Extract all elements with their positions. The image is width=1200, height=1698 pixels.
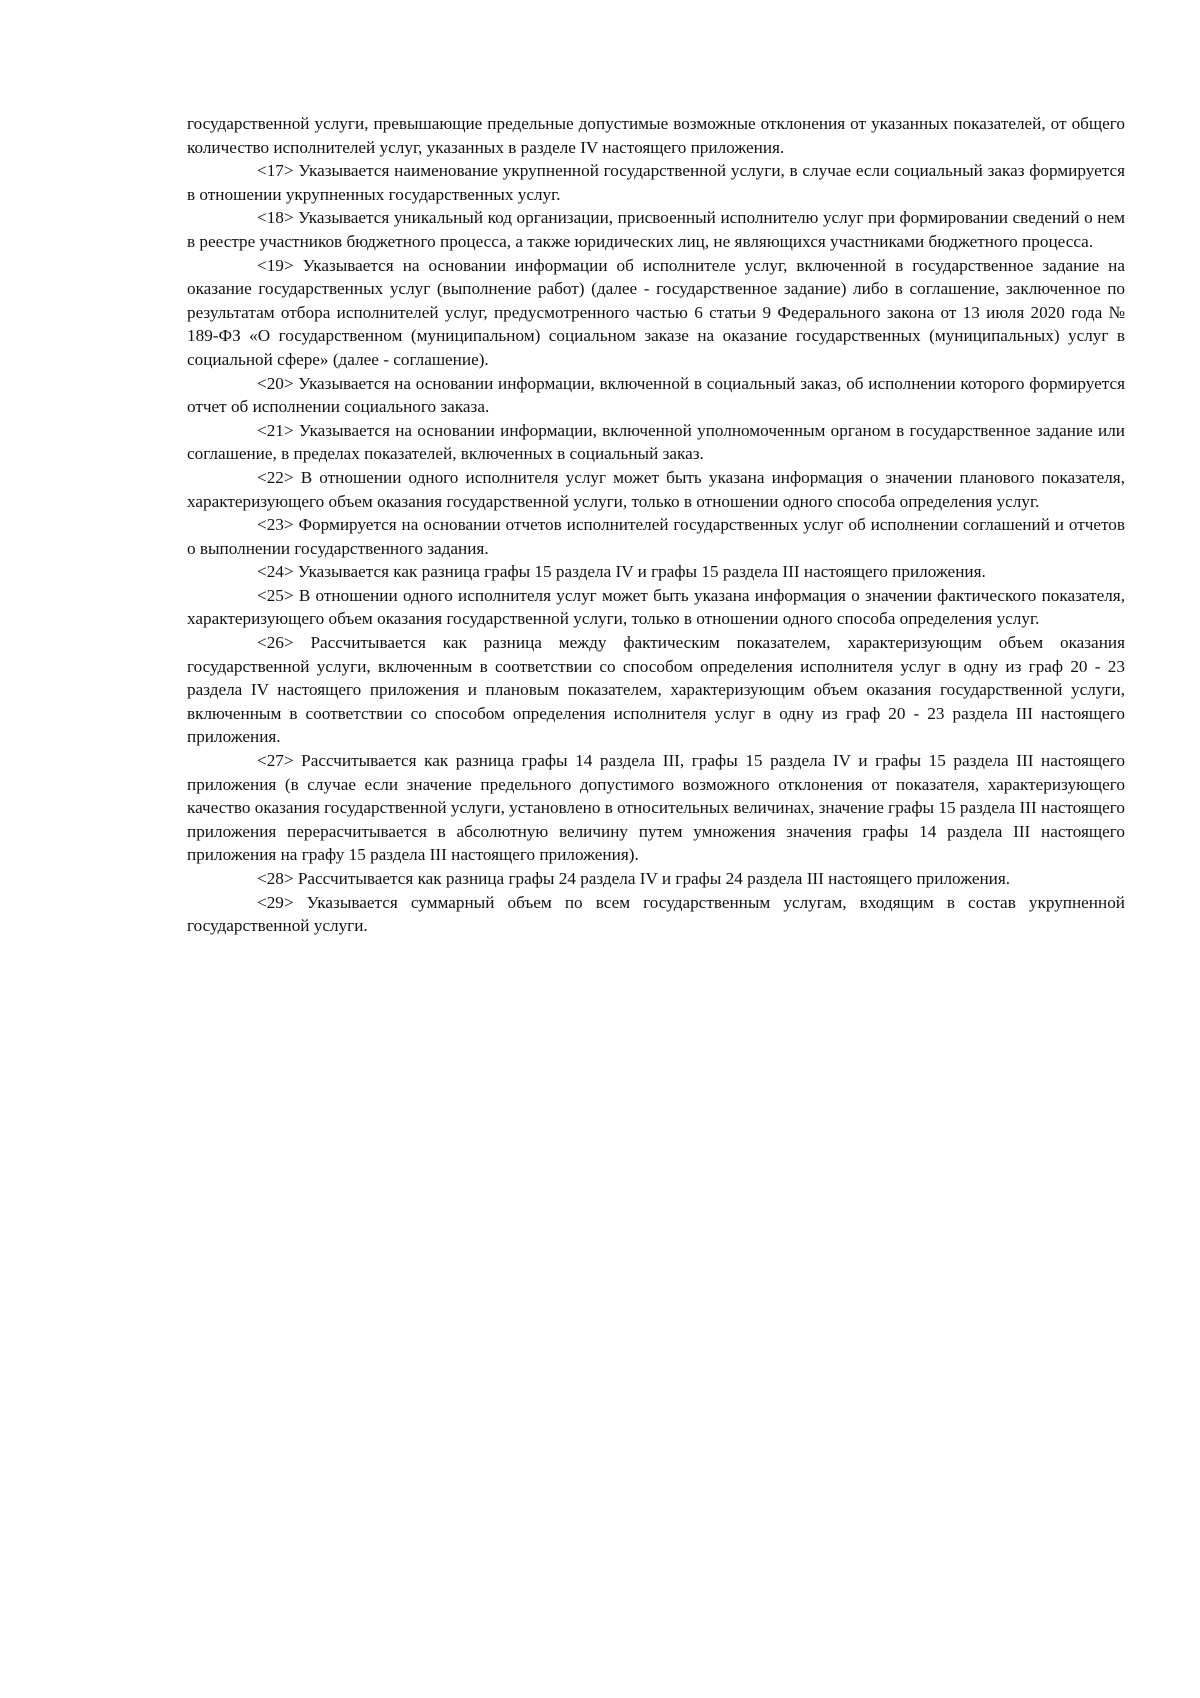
footnote-28: <28> Рассчитывается как разница графы 24 раздела IV и графы 24 раздела III настоящего приложения. <box>257 869 1011 888</box>
footnote-26: <26> Рассчитывается как разница между фактическим показателем, характеризующим объем оказания государственной услуги, включенным в соответствии со способом определения исполнителя услуг в одну из граф 20 - 23 раздела IV настоящего приложения и плановым показателем, характеризующим объем оказания государственной услуги, включенным в соответствии со способом определения исполнителя услуг в одну из граф 20 - 23 раздела III настоящего приложения. <box>187 633 1125 747</box>
footnote-25: <25> В отношении одного исполнителя услуг может быть указана информация о значении фактического показателя, характеризующего объем оказания государственной услуги, только в отношении одного способа определения услуг. <box>187 585 1125 629</box>
footnote-24: <24> Указывается как разница графы 15 раздела IV и графы 15 раздела III настоящего приложения. <box>257 562 986 582</box>
footnote-29: <29> Указывается суммарный объем по всем государственным услугам, входящим в состав укрупненной государственной услуги. <box>187 892 1125 936</box>
document-page <box>187 112 1125 938</box>
footnote-23: <23> Формируется на основании отчетов исполнителей государственных услуг об исполнении соглашений и отчетов о выполнении государственного задания. <box>187 515 1125 558</box>
footnote-18: <18> Указывается уникальный код организации, присвоенный исполнителю услуг при формировании сведений о нем в реестре участников бюджетного процесса, а также юридических лиц, не являющихся участниками бюджетного процесса. <box>187 208 1125 251</box>
footnote-27: <27> Рассчитывается как разница графы 14 раздела III, графы 15 раздела IV и графы 15 раздела III настоящего приложения (в случае если значение предельного допустимого возможного отклонения от показателя, характеризующего качество оказания государственной услуги, установлено в относительных величинах, значение графы 15 раздела III настоящего приложения перерасчитывается в абсолютную величину путем умножения значения графы 14 раздела III настоящего приложения на графу 15 раздела III настоящего приложения). <box>187 751 1125 865</box>
footnote-17: <17> Указывается наименование укрупненной государственной услуги, в случае если социальный заказ формируется в отношении укрупненных государственных услуг. <box>187 161 1125 204</box>
paragraph-continuation: государственной услуги, превышающие предельные допустимые возможные отклонения от указанных показателей, от общего количество исполнителей услуг, указанных в разделе IV настоящего приложения. <box>187 114 1125 157</box>
footnote-22: <22> В отношении одного исполнителя услуг может быть указана информация о значении планового показателя, характеризующего объем оказания государственной услуги, только в отношении одного способа определения услуг. <box>187 467 1125 511</box>
footnote-21: <21> Указывается на основании информации, включенной уполномоченным органом в государственное задание или соглашение, в пределах показателей, включенных в социальный заказ. <box>187 420 1125 464</box>
footnote-19: <19> Указывается на основании информации об исполнителе услуг, включенной в государственное задание на оказание государственных услуг (выполнение работ) (далее - государственное задание) либо в соглашение, заключенное по результатам отбора исполнителей услуг, предусмотренного частью 6 статьи 9 Федерального закона от 13 июля 2020 года № 189-ФЗ «О государственном (муниципальном) социальном заказе на оказание государственных (муниципальных) услуг в социальной сфере» (далее - соглашение). <box>187 255 1125 369</box>
footnote-20: <20> Указывается на основании информации, включенной в социальный заказ, об исполнении которого формируется отчет об исполнении социального заказа. <box>187 373 1125 417</box>
